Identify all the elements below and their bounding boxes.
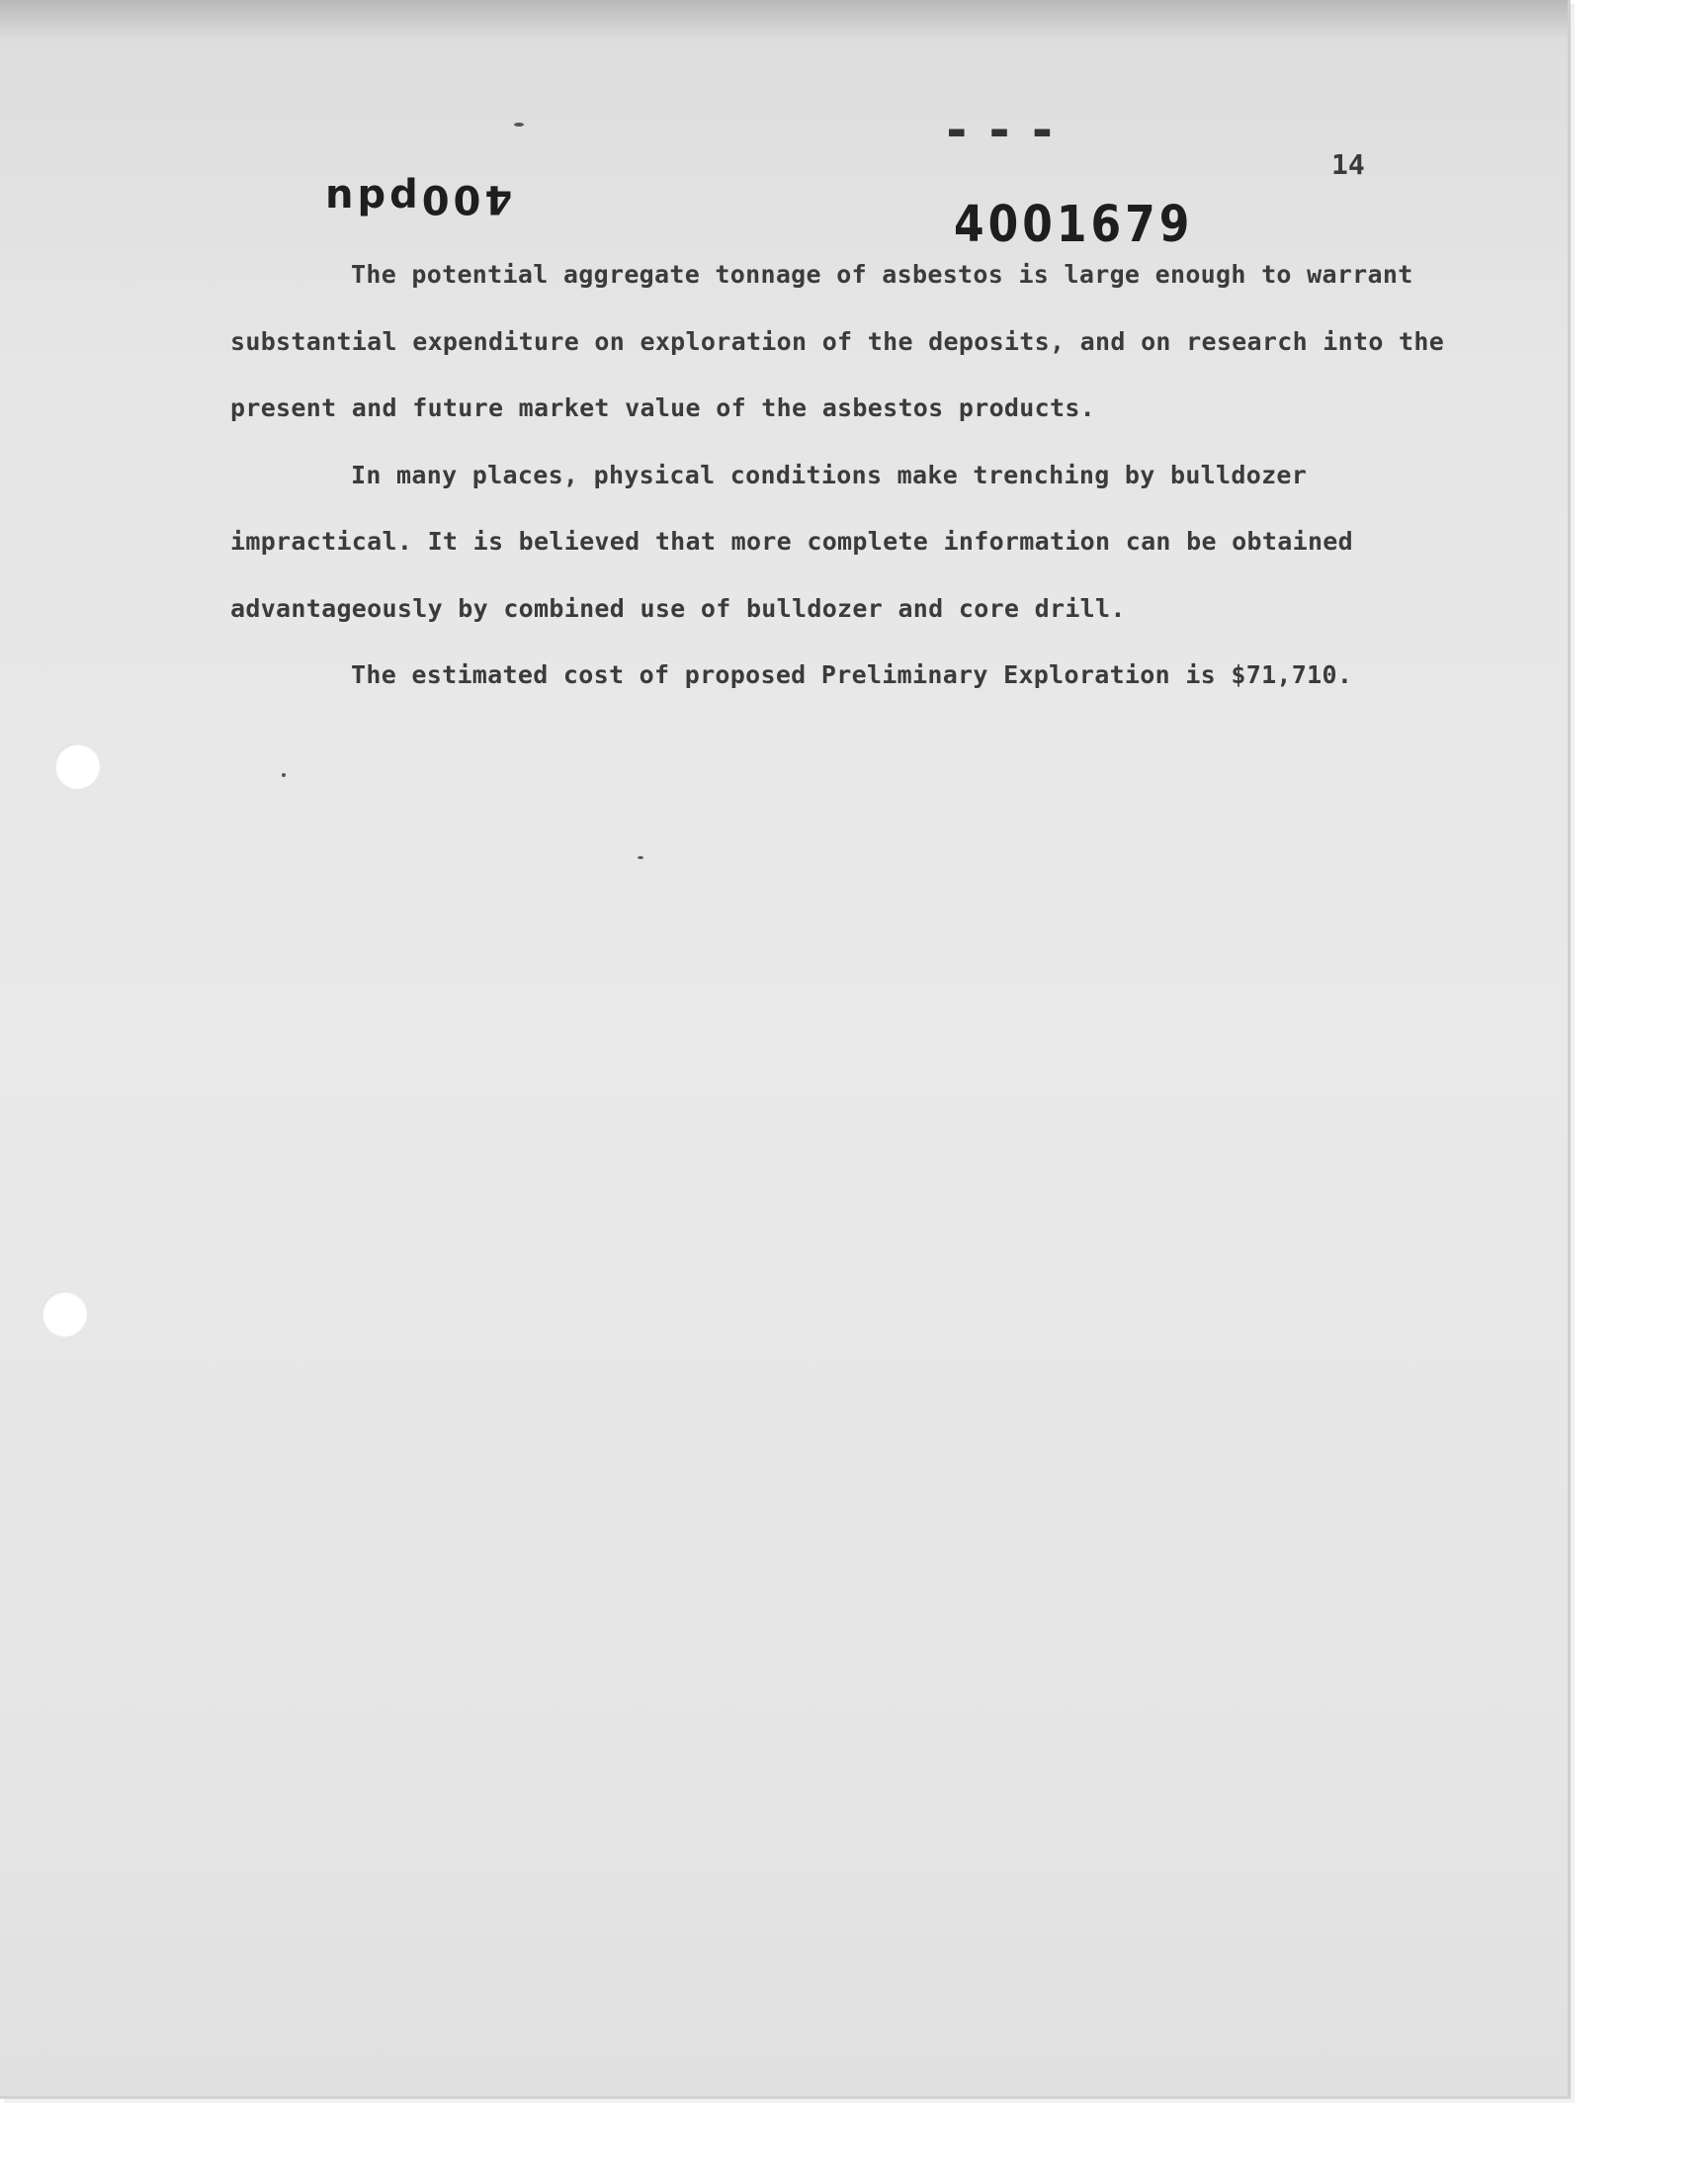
paragraph: The potential aggregate tonnage of asbestos is large enough to warrant substantial expenditure on exploration of the deposits, and on research into the present and future market value of the asbestos products. bbox=[230, 260, 1445, 422]
stamp-number-right: 4001679 bbox=[954, 196, 1194, 254]
punch-hole-upper bbox=[54, 743, 100, 789]
speck-mark bbox=[638, 856, 643, 859]
speck-mark bbox=[514, 123, 524, 127]
top-marks: ▬ ▬ ▬ bbox=[949, 117, 1057, 146]
stamp-number-left: 400pdu bbox=[321, 176, 513, 221]
body-text bbox=[230, 241, 1476, 709]
paragraph: In many places, physical conditions make trenching by bulldozer impractical. It is believed that more complete information can be obtained advantageously by combined use of bulldozer and core drill. bbox=[230, 460, 1353, 623]
speck-mark bbox=[282, 773, 286, 777]
paragraph: The estimated cost of proposed Preliminary Exploration is $71,710. bbox=[351, 660, 1353, 689]
page-top-shadow bbox=[0, 0, 1568, 40]
punch-hole-lower bbox=[42, 1291, 87, 1337]
page-number: 14 bbox=[1331, 148, 1365, 181]
